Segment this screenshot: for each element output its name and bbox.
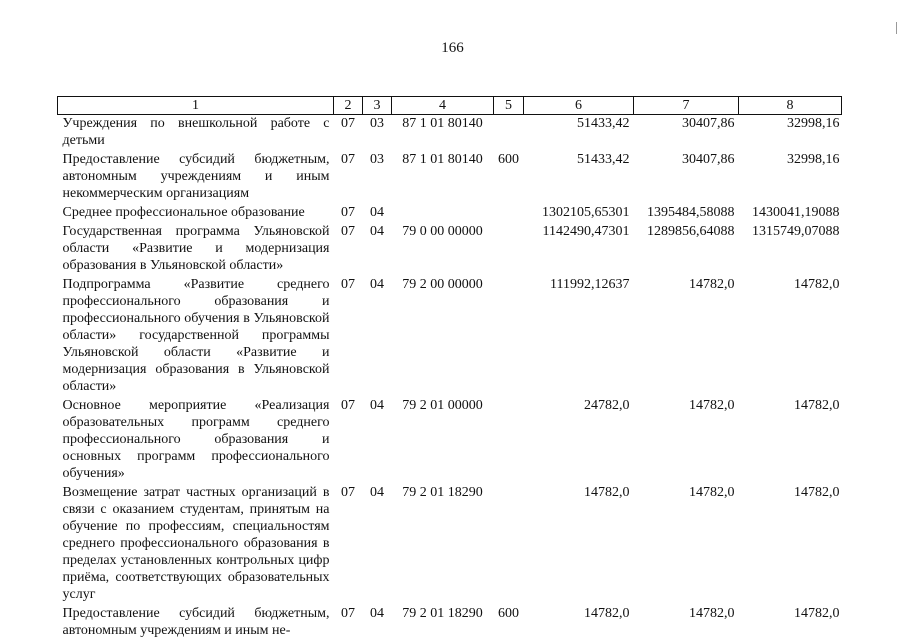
row-section: 07 xyxy=(341,398,355,413)
row-target-code: 79 2 01 00000 xyxy=(402,398,483,413)
row-amount-7: 14782,0 xyxy=(689,606,735,621)
column-header-8: 8 xyxy=(739,97,842,115)
row-expense-type xyxy=(494,223,524,276)
row-amount-8: 14782,0 xyxy=(794,485,840,500)
table-row xyxy=(58,151,842,204)
row-target-code: 79 0 00 00000 xyxy=(402,224,483,239)
row-amount-6: 14782,0 xyxy=(584,606,630,621)
column-header-4: 4 xyxy=(392,97,494,115)
row-amount-7: 30407,86 xyxy=(682,116,735,131)
row-amount-8: 14782,0 xyxy=(794,277,840,292)
row-amount-7: 14782,0 xyxy=(689,485,735,500)
table-row xyxy=(58,204,842,223)
row-amount-6: 24782,0 xyxy=(584,398,630,413)
row-name: Предоставление субсидий бюджетным, автономным учреждениям и иным не- xyxy=(62,606,330,638)
row-amount-6: 14782,0 xyxy=(584,485,630,500)
table-row xyxy=(58,397,842,484)
row-target-code xyxy=(392,204,494,223)
row-section: 07 xyxy=(341,152,355,167)
row-subsection: 04 xyxy=(370,277,384,292)
row-expense-type xyxy=(494,204,524,223)
header-row xyxy=(58,97,842,115)
scan-edge-mark xyxy=(896,22,897,34)
row-expense-type xyxy=(494,115,524,152)
row-target-code: 79 2 01 18290 xyxy=(402,606,483,621)
row-amount-8: 14782,0 xyxy=(794,398,840,413)
row-amount-7: 14782,0 xyxy=(689,277,735,292)
row-target-code: 79 2 01 18290 xyxy=(402,485,483,500)
row-amount-7: 1395484,58088 xyxy=(647,205,735,220)
row-expense-type xyxy=(494,397,524,484)
row-amount-8: 1430041,19088 xyxy=(752,205,840,220)
row-section: 07 xyxy=(341,606,355,621)
row-name: Основное мероприятие «Реализация образовательных программ среднего профессионального образования и основных программ профессионального обучения» xyxy=(62,398,330,481)
row-subsection: 03 xyxy=(370,152,384,167)
row-name: Учреждения по внешкольной работе с детьми xyxy=(62,116,330,148)
row-subsection: 04 xyxy=(370,485,384,500)
column-header-3: 3 xyxy=(363,97,392,115)
row-amount-7: 14782,0 xyxy=(689,398,735,413)
row-section: 07 xyxy=(341,116,355,131)
row-target-code: 87 1 01 80140 xyxy=(402,116,483,131)
row-target-code: 87 1 01 80140 xyxy=(402,152,483,167)
row-amount-7: 1289856,64088 xyxy=(647,224,735,239)
row-amount-6: 111992,12637 xyxy=(550,277,630,292)
row-amount-8: 32998,16 xyxy=(787,116,840,131)
table-row xyxy=(58,276,842,397)
row-name: Среднее профессиональное образование xyxy=(62,205,305,220)
row-subsection: 04 xyxy=(370,224,384,239)
row-name: Возмещение затрат частных организаций в связи с оказанием студентам, принятым на обучение по профессиям, специальностям среднего профессионального образования в пределах установленных контрольных цифр приёма, соответствующих образовательных услуг xyxy=(62,485,330,602)
row-amount-6: 51433,42 xyxy=(577,152,630,167)
column-header-5: 5 xyxy=(494,97,524,115)
row-amount-8: 1315749,07088 xyxy=(752,224,840,239)
row-section: 07 xyxy=(341,485,355,500)
row-amount-8: 32998,16 xyxy=(787,152,840,167)
table-row xyxy=(58,223,842,276)
column-header-2: 2 xyxy=(334,97,363,115)
row-name: Государственная программа Ульяновской области «Развитие и модернизация образования в Ульяновской области» xyxy=(62,224,330,273)
row-amount-6: 51433,42 xyxy=(577,116,630,131)
row-expense-type: 600 xyxy=(498,152,519,167)
row-expense-type xyxy=(494,276,524,397)
row-name: Подпрограмма «Развитие среднего профессионального образования и профессионального обучения в Ульяновской области» государственной программы Ульяновской области «Развитие и модернизация образования в Ульяновской области» xyxy=(62,277,330,394)
row-section: 07 xyxy=(341,224,355,239)
row-expense-type xyxy=(494,484,524,605)
row-expense-type: 600 xyxy=(498,606,519,621)
row-name: Предоставление субсидий бюджетным, автономным учреждениям и иным некоммерческим организациям xyxy=(62,152,330,201)
row-amount-6: 1142490,47301 xyxy=(542,224,630,239)
budget-table xyxy=(57,96,842,641)
table-row xyxy=(58,115,842,152)
page-number: 166 xyxy=(441,40,464,56)
column-header-7: 7 xyxy=(634,97,739,115)
row-subsection: 03 xyxy=(370,116,384,131)
column-header-1: 1 xyxy=(58,97,334,115)
row-subsection: 04 xyxy=(370,398,384,413)
row-section: 07 xyxy=(341,205,355,220)
row-section: 07 xyxy=(341,277,355,292)
row-target-code: 79 2 00 00000 xyxy=(402,277,483,292)
table-row xyxy=(58,484,842,605)
row-amount-8: 14782,0 xyxy=(794,606,840,621)
column-header-6: 6 xyxy=(524,97,634,115)
table-row xyxy=(58,605,842,641)
row-amount-7: 30407,86 xyxy=(682,152,735,167)
row-subsection: 04 xyxy=(370,205,384,220)
row-amount-6: 1302105,65301 xyxy=(542,205,630,220)
row-subsection: 04 xyxy=(370,606,384,621)
